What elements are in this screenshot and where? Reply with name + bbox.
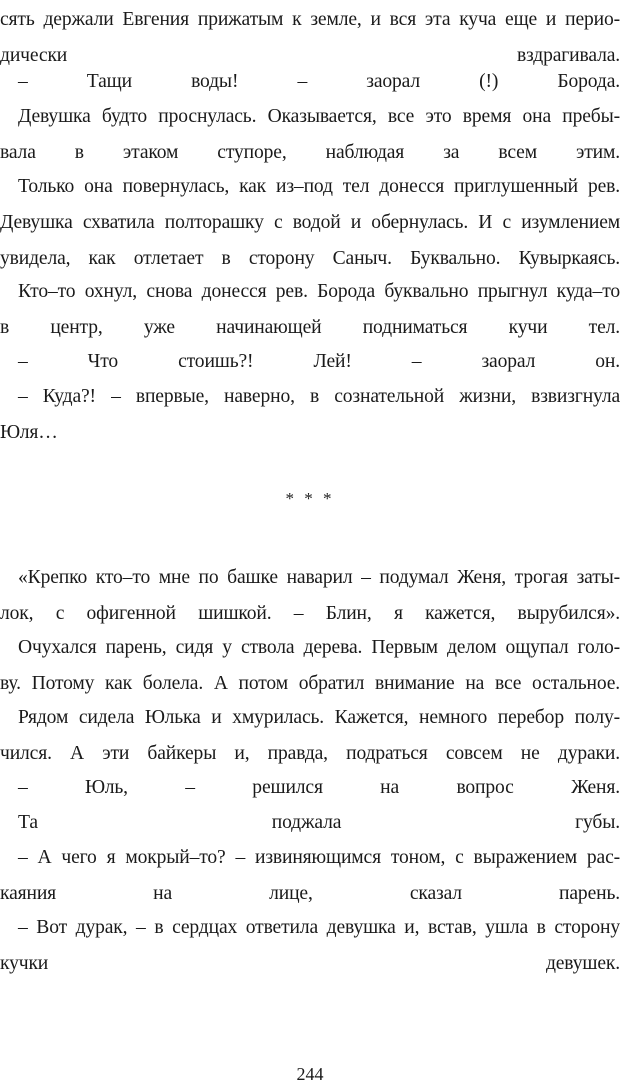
text-line: – Тащи воды! – заорал (!) Борода. <box>18 71 620 92</box>
page-number: 244 <box>296 1064 324 1084</box>
text-line: Только она повернулась, как из–под тел донесся приглушенный рев. <box>18 176 620 197</box>
text-line: «Крепко кто–то мне по башке наварил – подумал Женя, трогая заты- <box>18 567 620 588</box>
paragraph <box>0 630 620 702</box>
text-line: дически вздрагивала. <box>0 45 620 66</box>
text-line: Та поджала губы. <box>18 812 620 833</box>
text-line: кучки девушек. <box>0 953 620 974</box>
paragraph <box>0 805 620 841</box>
text-line: Рядом сидела Юлька и хмурилась. Кажется, немного перебор полу- <box>18 707 620 728</box>
paragraph <box>0 910 620 982</box>
text-line: – Вот дурак, – в сердцах ответила девушка и, встав, ушла в сторону <box>18 917 620 938</box>
paragraph <box>0 700 620 772</box>
text-line: сять держали Евгения прижатым к земле, и вся эта куча еще и перио- <box>0 9 620 30</box>
text-line: Очухался парень, сидя у ствола дерева. Первым делом ощупал голо- <box>18 637 620 658</box>
text-line: Юля… <box>0 422 58 443</box>
paragraph <box>0 64 620 100</box>
text-line: лок, с офигенной шишкой. – Блин, я кажется, вырубился». <box>0 603 620 624</box>
text-line: ву. Потому как болела. А потом обратил внимание на все остальное. <box>0 673 620 694</box>
scene-separator: * * * <box>285 489 335 508</box>
paragraph <box>0 560 620 632</box>
paragraph <box>0 169 620 277</box>
text-line: Девушка схватила полторашку с водой и обернулась. И с изумлением <box>0 212 620 233</box>
text-line: каяния на лице, сказал парень. <box>0 883 620 904</box>
text-line: Кто–то охнул, снова донесся рев. Борода буквально прыгнул куда–то <box>18 281 620 302</box>
paragraph <box>0 274 620 346</box>
text-line: – А чего я мокрый–то? – извиняющимся тоном, с выражением рас- <box>18 847 620 868</box>
text-line: увидела, как отлетает в сторону Саныч. Буквально. Кувыркаясь. <box>0 248 620 269</box>
text-line: Девушка будто проснулась. Оказывается, все это время она пребы- <box>18 106 620 127</box>
paragraph <box>0 840 620 912</box>
paragraph <box>0 379 620 451</box>
text-line: вала в этаком ступоре, наблюдая за всем этим. <box>0 142 620 163</box>
text-line: – Юль, – решился на вопрос Женя. <box>18 777 620 798</box>
text-line: – Куда?! – впервые, наверно, в сознательной жизни, взвизгнула <box>18 386 620 407</box>
text-line: в центр, уже начинающей подниматься кучи тел. <box>0 317 620 338</box>
text-line: чился. А эти байкеры и, правда, подраться совсем не дураки. <box>0 743 620 764</box>
text-line: – Что стоишь?! Лей! – заорал он. <box>18 351 620 372</box>
paragraph <box>0 770 620 806</box>
paragraph <box>0 99 620 171</box>
paragraph <box>0 344 620 380</box>
